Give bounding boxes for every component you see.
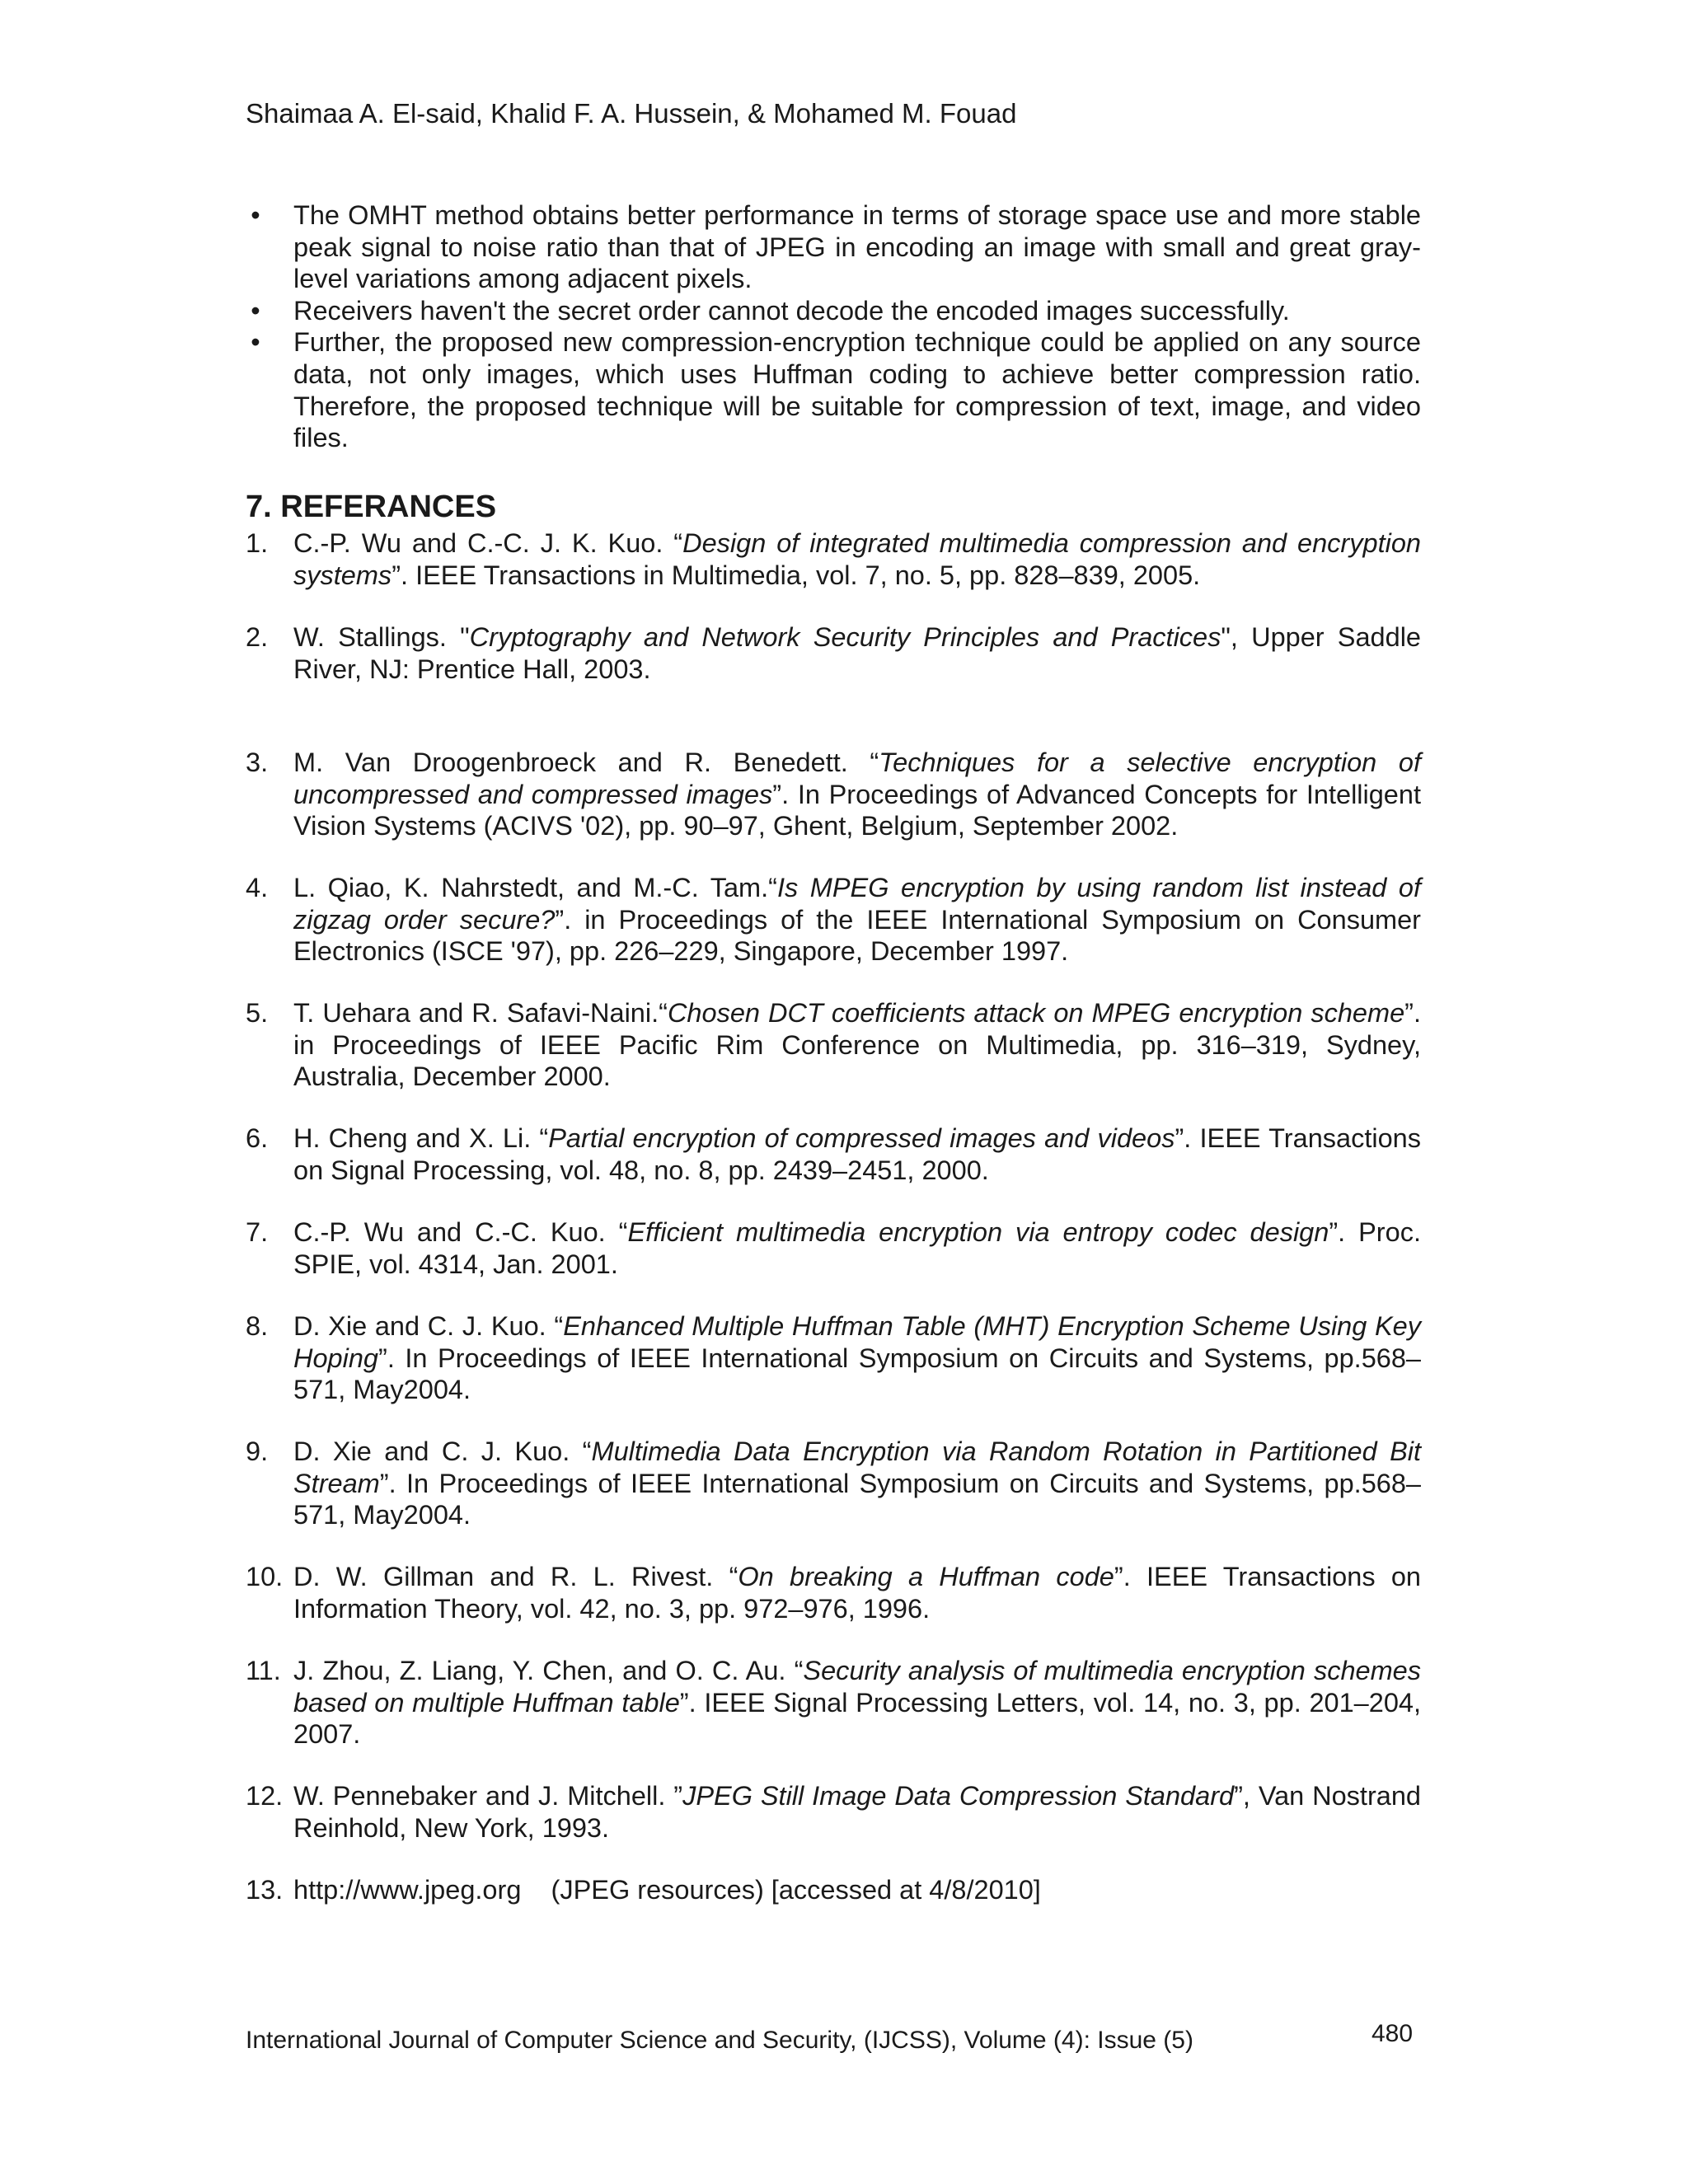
reference-text	[293, 621, 1421, 685]
bullet-text: Further, the proposed new compression-encryption technique could be applied on any source data, not only images, which uses Huffman coding to achieve better compression ratio. Therefore, the proposed technique will be suitable for compression of text, image, and video files.	[293, 327, 1421, 453]
reference-number: 10.	[246, 1562, 284, 1591]
reference-item	[246, 1780, 1421, 1844]
running-header: Shaimaa A. El-said, Khalid F. A. Hussein, & Mohamed M. Fouad	[246, 98, 1017, 129]
reference-source: ”. IEEE Signal Processing Letters, vol. 14, no. 3, pp. 201–204, 2007.	[293, 1687, 1421, 1750]
reference-source: ”. In Proceedings of IEEE International Symposium on Circuits and Systems, pp.568–571, May2004.	[293, 1343, 1421, 1405]
page-number: 480	[1372, 2020, 1414, 2047]
reference-number: 11.	[246, 1656, 281, 1685]
reference-source: ”. In Proceedings of Advanced Concepts for Intelligent Vision Systems (ACIVS '02), pp. 90–97, Ghent, Belgium, September 2002.	[293, 779, 1421, 841]
reference-item	[246, 621, 1421, 685]
reference-number: 9.	[246, 1436, 269, 1466]
reference-authors: D. Xie and C. J. Kuo. “	[293, 1311, 564, 1341]
reference-number: 2.	[246, 622, 269, 652]
reference-text	[293, 1122, 1421, 1186]
reference-number: 7.	[246, 1217, 269, 1247]
bullet-item	[246, 295, 1421, 327]
bullet-item	[246, 199, 1421, 295]
reference-source: ”. In Proceedings of IEEE International Symposium on Circuits and Systems, pp.568–571, May2004.	[293, 1468, 1421, 1530]
reference-item	[246, 1122, 1421, 1186]
reference-source: ”. IEEE Transactions on Information Theory, vol. 42, no. 3, pp. 972–976, 1996.	[293, 1562, 1421, 1624]
reference-title: Design of integrated multimedia compression and encryption systems	[293, 528, 1421, 590]
reference-text	[293, 872, 1421, 968]
reference-authors: C.-P. Wu and C.-C. J. K. Kuo. “	[293, 528, 683, 558]
reference-source: ", Upper Saddle River, NJ: Prentice Hall, 2003.	[293, 622, 1421, 684]
reference-title: Techniques for a selective encryption of uncompressed and compressed images	[293, 748, 1421, 809]
reference-source: ”, Van Nostrand Reinhold, New York, 1993.	[293, 1781, 1422, 1843]
reference-title: JPEG Still Image Data Compression Standard	[682, 1781, 1235, 1811]
reference-item	[246, 1561, 1421, 1624]
bullet-item	[246, 326, 1421, 453]
reference-authors: W. Stallings. "	[293, 622, 470, 652]
reference-authors: L. Qiao, K. Nahrstedt, and M.-C. Tam.“	[293, 873, 777, 902]
reference-source: ”. IEEE Transactions in Multimedia, vol. 7, no. 5, pp. 828–839, 2005.	[392, 560, 1201, 590]
reference-item	[246, 1216, 1421, 1280]
bullet-icon: •	[251, 200, 260, 230]
reference-item	[246, 997, 1421, 1093]
reference-title: On breaking a Huffman code	[738, 1562, 1114, 1591]
reference-title: Security analysis of multimedia encryption schemes based on multiple Huffman table	[293, 1656, 1421, 1718]
reference-source: ”. in Proceedings of the IEEE International Symposium on Consumer Electronics (ISCE '97), pp. 226–229, Singapore, December 1997.	[293, 904, 1422, 967]
reference-authors: D. W. Gillman and R. L. Rivest. “	[293, 1562, 738, 1591]
reference-item	[246, 747, 1421, 842]
reference-title: Efficient multimedia encryption via entropy codec design	[627, 1217, 1329, 1247]
conclusion-bullet-list	[246, 199, 1421, 454]
reference-authors: W. Pennebaker and J. Mitchell. ”	[293, 1781, 683, 1811]
reference-number: 13.	[246, 1875, 284, 1905]
reference-title: Partial encryption of compressed images and videos	[548, 1123, 1175, 1153]
section-heading: 7. REFERANCES	[246, 490, 497, 524]
footer-journal-name: International Journal of Computer Science and Security, (IJCSS), Volume (4): Issue (5)	[246, 2027, 1193, 2054]
reference-title: Is MPEG encryption by using random list instead of zigzag order secure?	[293, 873, 1421, 935]
reference-text	[293, 1780, 1421, 1844]
reference-item	[246, 1436, 1421, 1531]
reference-number: 12.	[246, 1781, 284, 1811]
reference-item	[246, 1874, 1421, 1906]
reference-authors: J. Zhou, Z. Liang, Y. Chen, and O. C. Au. “	[293, 1656, 804, 1685]
reference-url[interactable]: http://www.jpeg.org (JPEG resources) [accessed at 4/8/2010]	[293, 1875, 1041, 1905]
reference-item	[246, 872, 1421, 968]
reference-title: Multimedia Data Encryption via Random Rotation in Partitioned Bit Stream	[293, 1436, 1421, 1498]
reference-number: 1.	[246, 528, 269, 558]
reference-source: ”. Proc. SPIE, vol. 4314, Jan. 2001.	[293, 1217, 1421, 1279]
reference-text	[293, 1561, 1421, 1624]
reference-text	[293, 1655, 1421, 1750]
bullet-icon: •	[251, 327, 260, 358]
reference-authors: M. Van Droogenbroeck and R. Benedett. “	[293, 748, 879, 777]
reference-text	[293, 1216, 1421, 1280]
reference-number: 4.	[246, 873, 269, 902]
bullet-icon: •	[251, 295, 260, 326]
reference-number: 5.	[246, 998, 269, 1028]
reference-text	[293, 1310, 1421, 1406]
reference-title: Cryptography and Network Security Principles and Practices	[469, 622, 1221, 652]
reference-title: Chosen DCT coefficients attack on MPEG encryption scheme	[667, 998, 1405, 1028]
reference-title: Enhanced Multiple Huffman Table (MHT) Encryption Scheme Using Key Hoping	[293, 1311, 1421, 1373]
reference-item	[246, 527, 1421, 591]
reference-authors: T. Uehara and R. Safavi-Naini.“	[293, 998, 668, 1028]
reference-text	[293, 747, 1421, 842]
reference-number: 6.	[246, 1123, 269, 1153]
reference-text	[293, 997, 1421, 1093]
reference-authors: C.-P. Wu and C.-C. Kuo. “	[293, 1217, 628, 1247]
reference-text	[293, 527, 1421, 591]
bullet-text: Receivers haven't the secret order cannot decode the encoded images successfully.	[293, 295, 1290, 326]
reference-number: 3.	[246, 748, 269, 777]
reference-item	[246, 1655, 1421, 1750]
reference-text	[293, 1436, 1421, 1531]
reference-text	[293, 1874, 1421, 1906]
bullet-text: The OMHT method obtains better performance in terms of storage space use and more stable peak signal to noise ratio than that of JPEG in encoding an image with small and great gray-level variations among adjacent pixels.	[293, 200, 1421, 294]
reference-number: 8.	[246, 1311, 269, 1341]
reference-source: ”. in Proceedings of IEEE Pacific Rim Conference on Multimedia, pp. 316–319, Sydney, Australia, December 2000.	[293, 998, 1422, 1092]
reference-authors: H. Cheng and X. Li. “	[293, 1123, 549, 1153]
reference-item	[246, 1310, 1421, 1406]
reference-source: ”. IEEE Transactions on Signal Processing, vol. 48, no. 8, pp. 2439–2451, 2000.	[293, 1123, 1421, 1185]
reference-authors: D. Xie and C. J. Kuo. “	[293, 1436, 592, 1466]
